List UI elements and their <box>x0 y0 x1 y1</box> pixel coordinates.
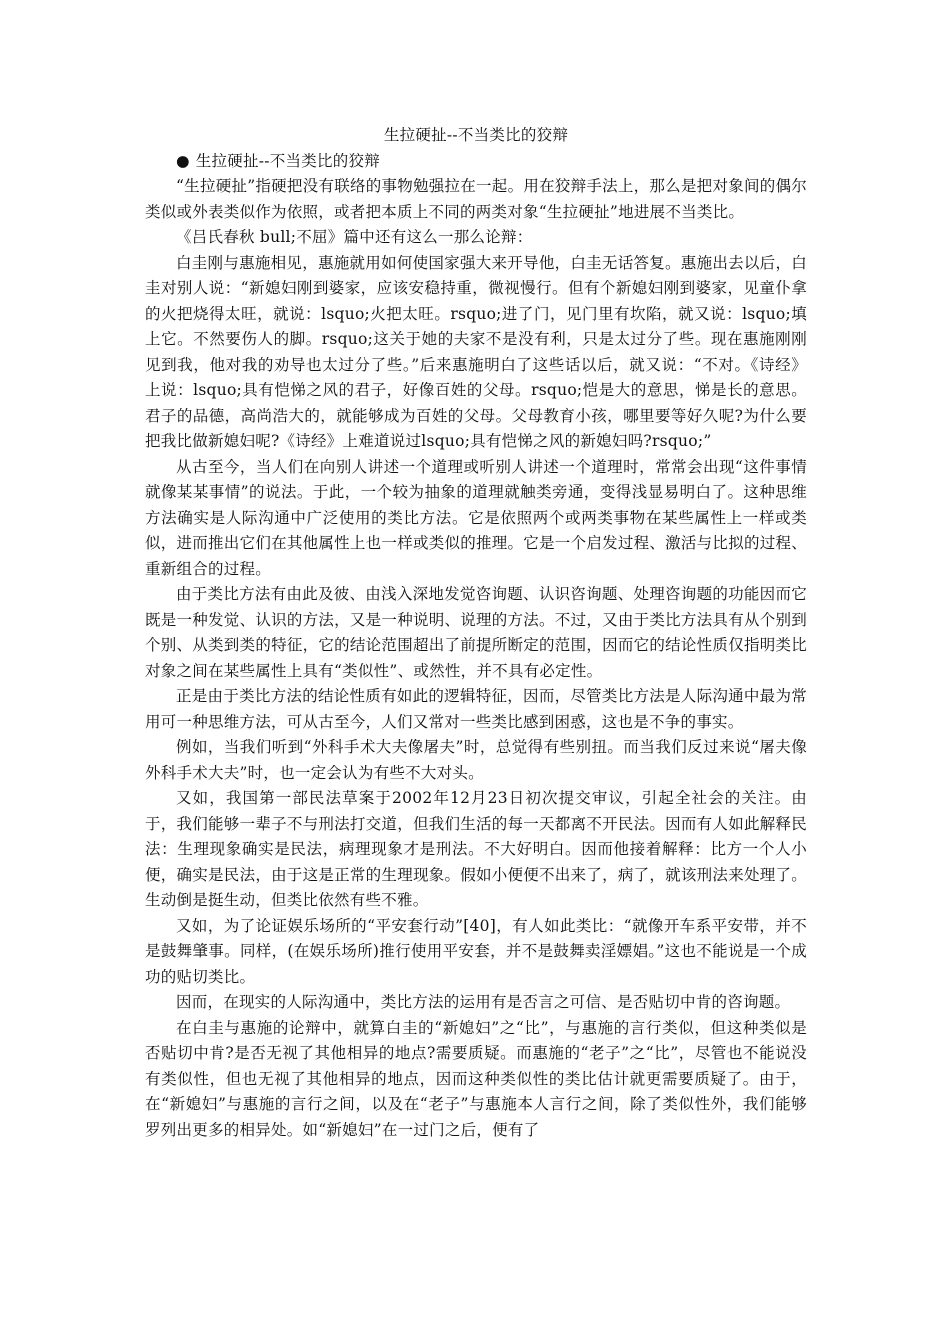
paragraph: “生拉硬扯”指硬把没有联络的事物勉强拉在一起。用在狡辩手法上，那么是把对象间的偶尔类似或外表类似作为依照，或者把本质上不同的两类对象“生拉硬扯”地进展不当类比。 <box>145 177 807 221</box>
document-title: 生拉硬扯--不当类比的狡辩 <box>383 126 569 144</box>
section-heading-text: 生拉硬扯--不当类比的狡辩 <box>195 151 381 170</box>
paragraph: 正是由于类比方法的结论性质有如此的逻辑特征，因而，尽管类比方法是人际沟通中最为常用可一种思维方法，可从古至今，人们又常对一些类比感到困惑，这也是不争的事实。 <box>145 687 807 731</box>
paragraph: 从古至今，当人们在向别人讲述一个道理或听别人讲述一个道理时，常常会出现“这件事情就像某某事情”的说法。于此，一个较为抽象的道理就触类旁通，变得浅显易明白了。这种思维方法确实是人际沟通中广泛使用的类比方法。它是依照两个或两类事物在某些属性上一样或类似，进而推出它们在其他属性上也一样或类似的推理。它是一个启发过程、激活与比拟的过程、重新组合的过程。 <box>145 457 807 578</box>
paragraph: 在白圭与惠施的论辩中，就算白圭的“新媳妇”之“比”，与惠施的言行类似，但这种类似是否贴切中肯?是否无视了其他相异的地点?需要质疑。而惠施的“老子”之“比”，尽管也不能说没有类似性，但也无视了其他相异的地点，因而这种类似性的类比估计就更需要质疑了。由于，在“新媳妇”与惠施的言行之间，以及在“老子”与惠施本人言行之间，除了类似性外，我们能够罗列出更多的相异处。如“新媳妇”在一过门之后，便有了 <box>145 1018 807 1139</box>
section-heading <box>145 149 807 175</box>
bullet-icon: ● <box>176 151 190 170</box>
paragraph: 又如，我国第一部民法草案于2002年12月23日初次提交审议，引起全社会的关注。由于，我们能够一辈子不与刑法打交道，但我们生活的每一天都离不开民法。因而有人如此解释民法：生理现象确实是民法，病理现象才是刑法。不大好明白。因而他接着解释：比方一个人小便，确实是民法，由于这是正常的生理现象。假如小便便不出来了，病了，就该刑法来处理了。生动倒是挺生动，但类比依然有些不雅。 <box>145 789 807 909</box>
paragraph: 因而，在现实的人际沟通中，类比方法的运用有是否言之可信、是否贴切中肯的咨询题。 <box>176 993 791 1011</box>
paragraph: 例如，当我们听到“外科手术大夫像屠夫”时，总觉得有些别扭。而当我们反过来说“屠夫像外科手术大夫”时，也一定会认为有些不大对头。 <box>145 738 807 782</box>
paragraph: 白圭刚与惠施相见，惠施就用如何使国家强大来开导他，白圭无话答复。惠施出去以后，白圭对别人说：“新媳妇刚到婆家，应该安稳持重，微视慢行。但有个新媳妇刚到婆家，见童仆拿的火把烧得太旺，就说：lsquo;火把太旺。rsquo;进了门，见门里有坎陷，就又说：lsquo;填上它。不然要伤人的脚。rsquo;这关于她的夫家不是没有利，只是太过分了些。现在惠施刚刚见到我，他对我的劝导也太过分了些。”后来惠施明白了这些话以后，就又说：“不对。《诗经》上说：lsquo;具有恺悌之风的君子，好像百姓的父母。rsquo;恺是大的意思，悌是长的意思。君子的品德，高尚浩大的，就能够成为百姓的父母。父母教育小孩，哪里要等好久呢?为什么要把我比做新媳妇呢?《诗经》上难道说过lsquo;具有恺悌之风的新媳妇吗?rsquo;” <box>145 253 807 450</box>
paragraph: 由于类比方法有由此及彼、由浅入深地发觉咨询题、认识咨询题、处理咨询题的功能因而它既是一种发觉、认识的方法，又是一种说明、说理的方法。不过，又由于类比方法具有从个别到个别、从类到类的特征，它的结论范围超出了前提所断定的范围，因而它的结论性质仅指明类比对象之间在某些属性上具有“类似性”、或然性，并不具有必定性。 <box>145 585 807 680</box>
paragraph: 《吕氏春秋 bull;不屈》篇中还有这么一那么论辩： <box>176 228 533 246</box>
document-page <box>145 123 807 1143</box>
paragraph: 又如，为了论证娱乐场所的“平安套行动”[40]，有人如此类比：“就像开车系平安带，并不是鼓舞肇事。同样，(在娱乐场所)推行使用平安套，并不是鼓舞卖淫嫖娼。”这也不能说是一个成功的贴切类比。 <box>145 916 807 986</box>
